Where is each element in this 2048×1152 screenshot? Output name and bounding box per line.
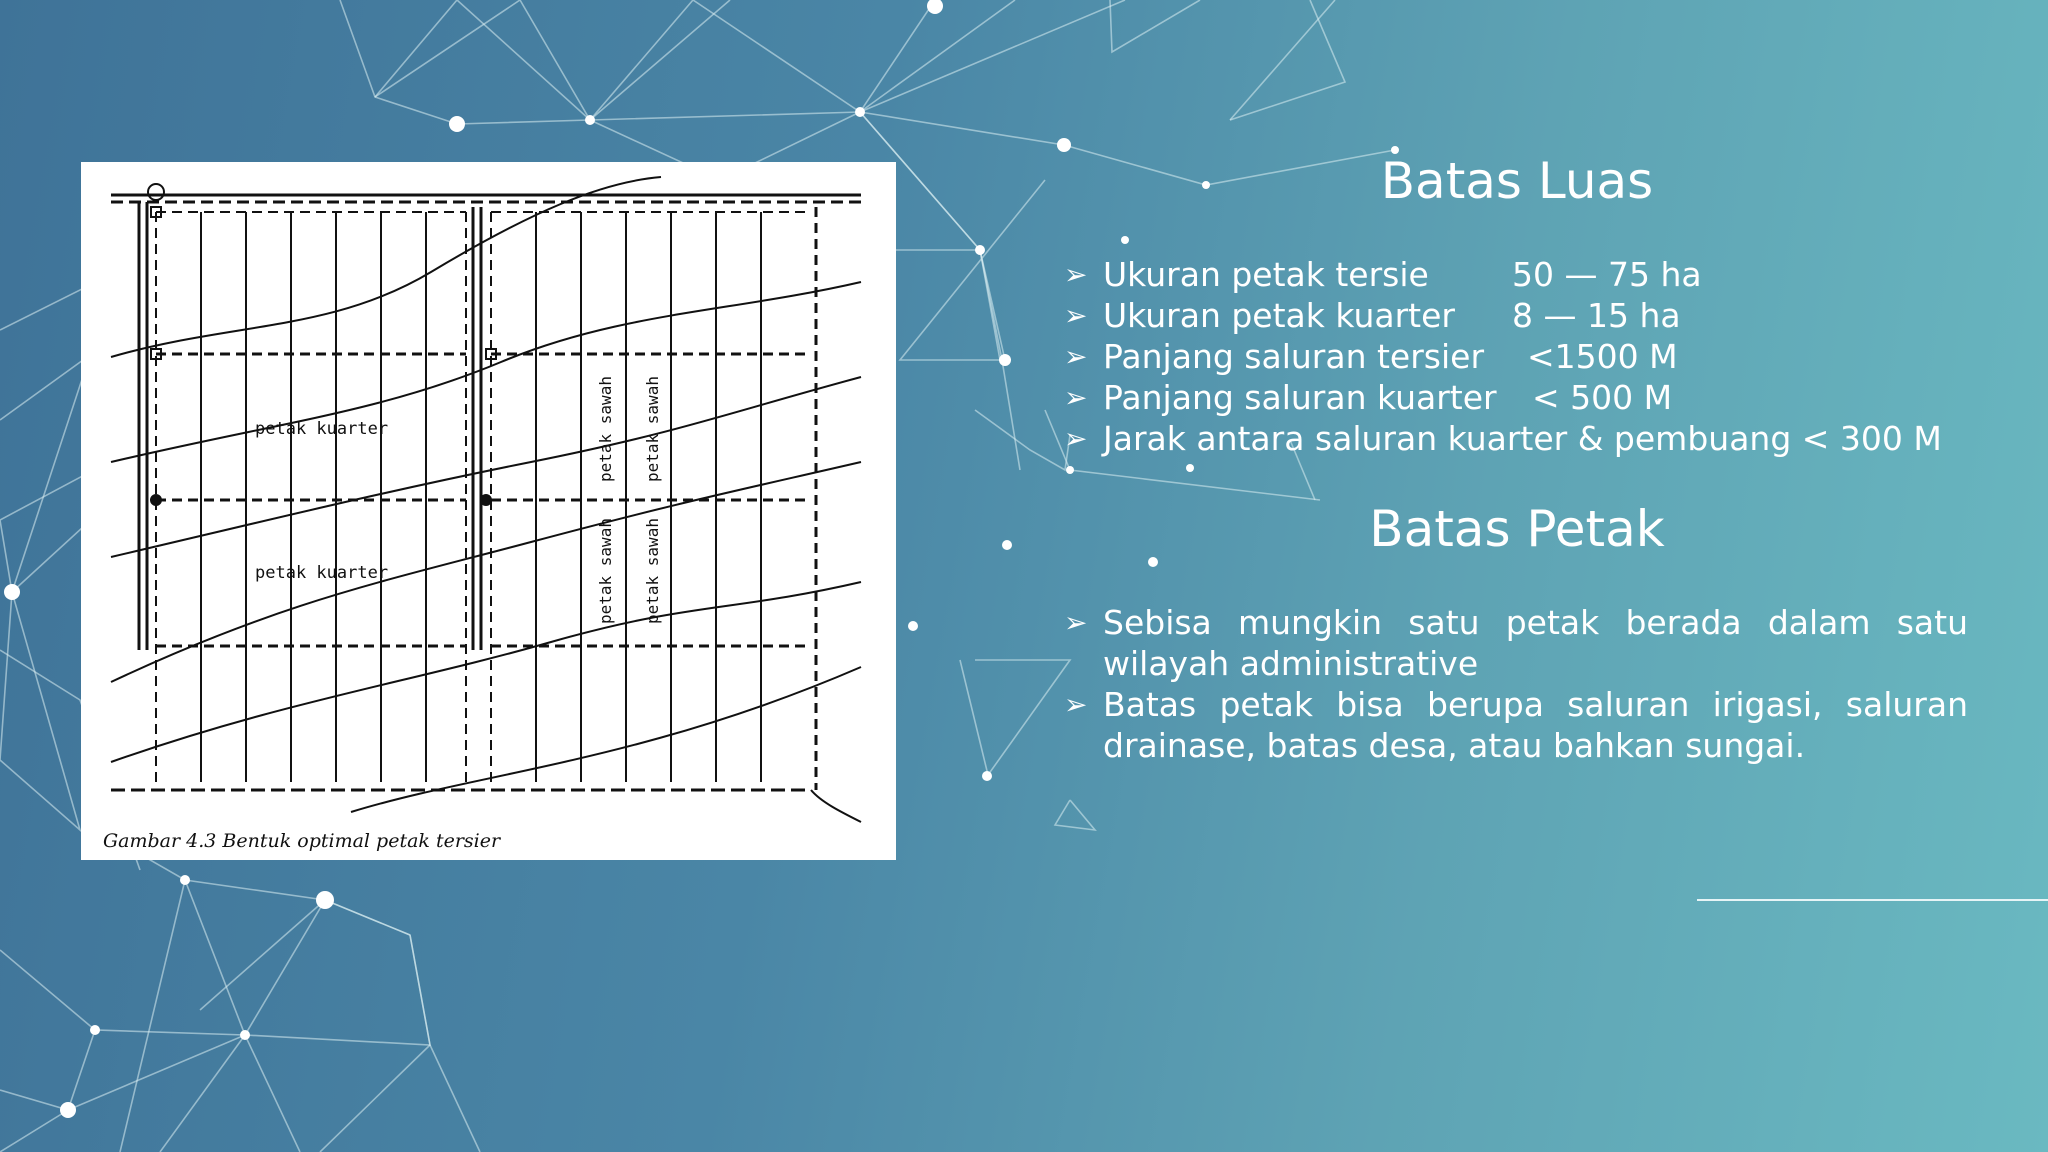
- arrow-bullet-icon: ➢: [1064, 422, 1088, 455]
- petak-kuarter-label-1: petak kuarter: [255, 419, 389, 439]
- item-value: 50 — 75 ha: [1512, 255, 1702, 294]
- arrow-bullet-icon: ➢: [1064, 340, 1088, 373]
- section-title-batas-petak: Batas Petak: [1369, 500, 1665, 558]
- figure-caption: Gambar 4.3 Bentuk optimal petak tersier: [103, 830, 501, 852]
- arrow-bullet-icon: ➢: [1064, 381, 1088, 414]
- item-text: Batas petak bisa berupa saluran irigasi, saluran drainase, batas desa, atau bahkan sungai.: [1103, 685, 1968, 765]
- irrigation-figure: [81, 162, 896, 860]
- petak-sawah-label-3: petak sawah: [596, 518, 615, 624]
- item-value: 8 — 15 ha: [1512, 296, 1681, 335]
- arrow-bullet-icon: ➢: [1064, 688, 1088, 721]
- arrow-bullet-icon: ➢: [1064, 606, 1088, 639]
- section-title-batas-luas: Batas Luas: [1380, 152, 1654, 210]
- batas-petak-list: [1064, 602, 1968, 766]
- petak-sawah-label-2: petak sawah: [643, 376, 662, 482]
- item-value: <1500 M: [1527, 337, 1678, 376]
- petak-sawah-label-4: petak sawah: [643, 518, 662, 624]
- petak-kuarter-label-2: petak kuarter: [255, 563, 389, 583]
- tertiary-plot-diagram: [81, 162, 896, 860]
- arrow-bullet-icon: ➢: [1064, 258, 1088, 291]
- petak-sawah-label-1: petak sawah: [596, 376, 615, 482]
- item-label: Jarak antara saluran kuarter & pembuang < 300 M: [1103, 419, 1942, 458]
- item-label: Panjang saluran kuarter: [1103, 378, 1497, 417]
- item-label: Ukuran petak kuarter: [1103, 296, 1455, 335]
- list-item: [1064, 602, 1968, 684]
- arrow-bullet-icon: ➢: [1064, 299, 1088, 332]
- item-value: < 500 M: [1532, 378, 1673, 417]
- item-label: Ukuran petak tersie: [1103, 255, 1429, 294]
- list-item: [1064, 684, 1968, 766]
- item-label: Panjang saluran tersier: [1103, 337, 1485, 376]
- item-text: Sebisa mungkin satu petak berada dalam satu wilayah administrative: [1103, 603, 1968, 683]
- decorative-line: [1697, 899, 2048, 901]
